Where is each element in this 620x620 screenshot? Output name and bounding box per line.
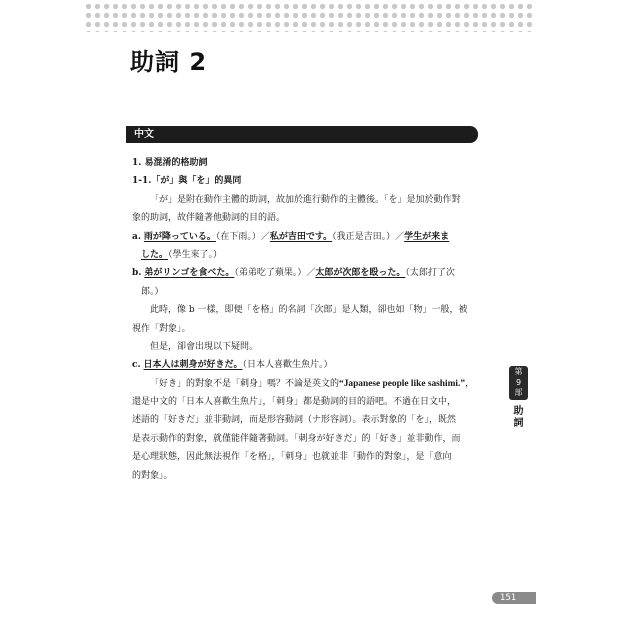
example-a-zh-3: （學生來了。）: [168, 249, 223, 260]
paragraph-2-line-2: 視作「對象」。: [132, 323, 191, 334]
heading-2: 1-1.「が」與「を」的異同: [132, 176, 242, 187]
example-c-line: [132, 356, 474, 374]
dotted-header-pattern: [84, 2, 536, 32]
paragraph-4-line-2: 還是中文的「日本人喜歡生魚片」，「刺身」都是動詞的目的語吧。不過在日文中，: [132, 397, 457, 408]
example-a-zh-1: （在下雨。）／: [215, 231, 270, 242]
example-a-jp-2: 私が吉田です。: [269, 231, 333, 242]
page-number: 151: [492, 592, 536, 604]
english-quote: “Japanese people like sashimi.”: [339, 378, 466, 389]
paragraph-1-line-2: 象的助詞，故伴隨著他動詞的目的語。: [132, 213, 286, 224]
example-b-zh-1: （弟弟吃了蘋果。）／: [234, 268, 316, 279]
example-c-prefix: c.: [132, 360, 141, 371]
chapter-tab-char-2: 9: [515, 377, 522, 387]
paragraph-4-line-3: 述語的「好きだ」並非動詞，而是形容動詞（ナ形容詞）。表示對象的「を」，既然: [132, 415, 457, 426]
chapter-tab-char-3: 部: [514, 388, 523, 397]
example-b-jp-1: 弟がリンゴを食べた。: [144, 268, 235, 279]
page-title: 助詞 2: [130, 48, 208, 76]
section-label: 中文: [134, 129, 154, 140]
paragraph-3: 但是，卻會出現以下疑問。: [150, 341, 259, 352]
example-b-jp-2: 太郎が次郎を殴った。: [315, 268, 406, 279]
chapter-side-label: [511, 406, 526, 430]
example-a-line-2: [132, 246, 474, 264]
example-c-zh: （日本人喜歡生魚片。）: [242, 360, 333, 371]
example-a-jp-3: 学生が来ま: [404, 231, 450, 242]
example-a-jp-3-cont: した。: [141, 249, 169, 260]
chapter-tab-char-1: 第: [514, 367, 523, 376]
example-b-zh-2: （太郎打了次: [405, 268, 455, 279]
heading-1: 1. 易混淆的格助詞: [132, 158, 208, 168]
paragraph-4-line-1: [132, 375, 474, 393]
example-a-line-1: [132, 228, 474, 246]
section-bar: [126, 126, 478, 143]
example-b-prefix: b.: [132, 268, 142, 279]
chapter-side-label-char-1: 助: [513, 406, 524, 417]
chapter-side-label-char-2: 詞: [513, 418, 524, 429]
example-c-jp: 日本人は刺身が好きだ。: [143, 360, 243, 371]
paragraph-4-line-5: 是心理狀態，因此無法視作「を格」，「刺身」也就並非「動作的對象」，是「意向: [132, 452, 452, 463]
example-b-line-1: [132, 264, 474, 282]
paragraph-4-text-b: ，: [465, 378, 474, 389]
example-a-jp-1: 雨が降っている。: [143, 231, 216, 242]
body-text: [132, 154, 474, 485]
chapter-tab: [509, 366, 528, 400]
paragraph-4-line-4: 是表示動作的對象，就僅能伴隨著動詞。「刺身が好きだ」的「好き」並非動作，而: [132, 433, 461, 444]
paragraph-2-line-1: 此時，像 b 一樣，即便「を格」的名詞「次郎」是人類，卻也如「物」一般，被: [150, 305, 468, 316]
example-b-line-2: 郎。）: [141, 286, 164, 297]
paragraph-4-line-6: 的對象」。: [132, 470, 173, 481]
example-a-zh-2: （我正是吉田。）／: [332, 231, 405, 242]
paragraph-1-line-1: 「が」是附在動作主體的助詞，故加於進行動作的主體後。「を」是加於動作對: [150, 194, 461, 205]
example-a-prefix: a.: [132, 231, 141, 242]
paragraph-4-text-a: 「好き」的對象不是「刺身」嗎？不論是英文的: [150, 378, 340, 389]
